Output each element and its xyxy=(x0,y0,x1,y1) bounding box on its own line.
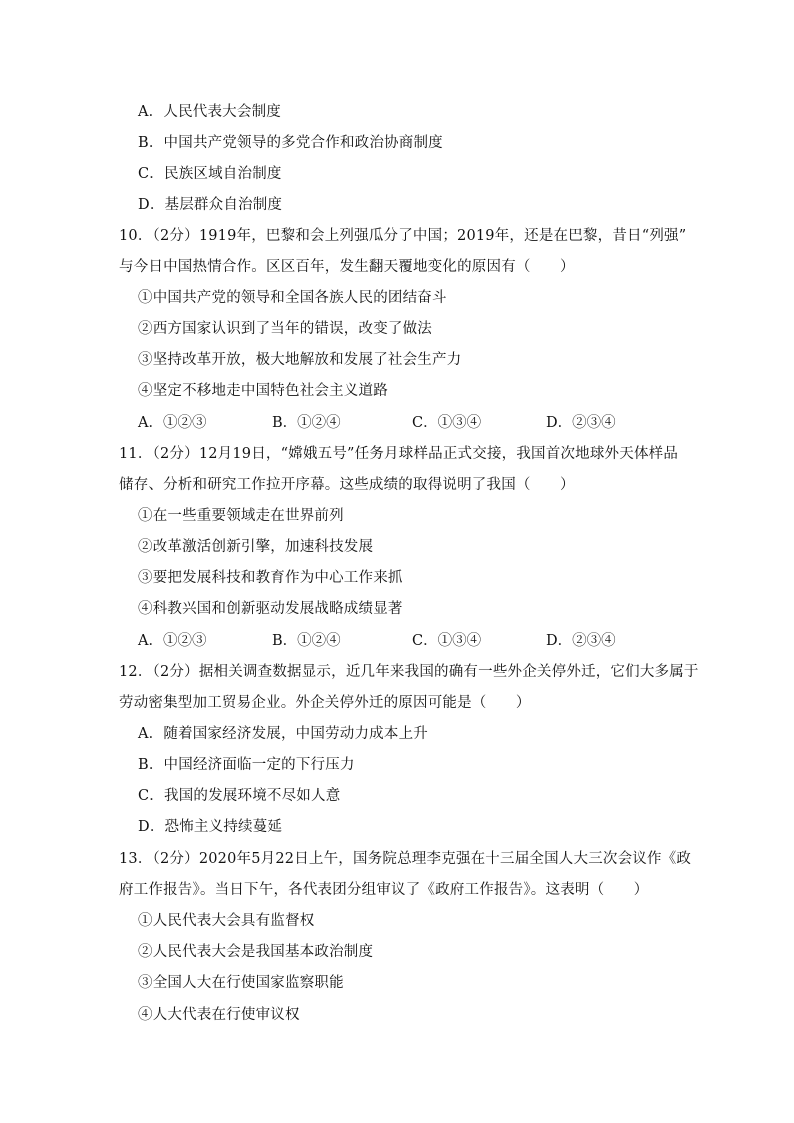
q11-option-d: D．②③④ xyxy=(546,633,616,649)
q13-stem-line-2: 府工作报告》。当日下午，各代表团分组审议了《政府工作报告》。这表明（ ） xyxy=(119,882,649,898)
q13-stem-line-1: 13．（2分）2020年5月22日上午，国务院总理李克强在十三届全国人大三次会议作《政 xyxy=(119,851,692,867)
q10-option-b: B．①②④ xyxy=(272,415,341,431)
q11-statement-1: ①在一些重要领域走在世界前列 xyxy=(138,508,344,524)
q11-stem-line-1: 11．（2分）12月19日，“嫦娥五号”任务月球样品正式交接，我国首次地球外天体样品 xyxy=(119,446,679,462)
q13-statement-3: ③全国人大在行使国家监察职能 xyxy=(138,975,344,991)
q9-option-b: B．中国共产党领导的多党合作和政治协商制度 xyxy=(138,135,443,151)
q12-option-c: C．我国的发展环境不尽如人意 xyxy=(138,788,341,804)
q13-statement-1: ①人民代表大会具有监督权 xyxy=(138,913,315,929)
q12-option-a: A．随着国家经济发展，中国劳动力成本上升 xyxy=(138,726,428,742)
q10-stem-line-2: 与今日中国热情合作。区区百年，发生翻天覆地变化的原因有（ ） xyxy=(119,259,575,275)
q10-option-d: D．②③④ xyxy=(546,415,616,431)
q11-statement-2: ②改革激活创新引擎，加速科技发展 xyxy=(138,539,374,555)
q9-option-a: A．人民代表大会制度 xyxy=(138,104,281,120)
q11-statement-3: ③要把发展科技和教育作为中心工作来抓 xyxy=(138,570,403,586)
q9-option-c: C．民族区域自治制度 xyxy=(138,166,282,182)
q13-statement-2: ②人民代表大会是我国基本政治制度 xyxy=(138,944,374,960)
q10-statement-3: ③坚持改革开放，极大地解放和发展了社会生产力 xyxy=(138,352,462,368)
q12-stem-line-1: 12．（2分）据相关调查数据显示，近几年来我国的确有一些外企关停外迁，它们大多属于 xyxy=(119,664,699,680)
q11-option-c: C．①③④ xyxy=(412,633,482,649)
q11-option-a: A．①②③ xyxy=(138,633,207,649)
q11-stem-line-2: 储存、分析和研究工作拉开序幕。这些成绩的取得说明了我国（ ） xyxy=(119,477,575,493)
q10-option-c: C．①③④ xyxy=(412,415,482,431)
q10-statement-2: ②西方国家认识到了当年的错误，改变了做法 xyxy=(138,321,432,337)
q11-statement-4: ④科教兴国和创新驱动发展战略成绩显著 xyxy=(138,601,403,617)
q10-option-a: A．①②③ xyxy=(138,415,207,431)
q9-option-d: D．基层群众自治制度 xyxy=(138,197,283,213)
q12-stem-line-2: 劳动密集型加工贸易企业。外企关停外迁的原因可能是（ ） xyxy=(119,695,531,711)
q12-option-b: B．中国经济面临一定的下行压力 xyxy=(138,757,355,773)
q13-statement-4: ④人大代表在行使审议权 xyxy=(138,1007,300,1023)
q10-statement-1: ①中国共产党的领导和全国各族人民的团结奋斗 xyxy=(138,290,447,306)
q10-statement-4: ④坚定不移地走中国特色社会主义道路 xyxy=(138,383,388,399)
q11-option-b: B．①②④ xyxy=(272,633,341,649)
q10-stem-line-1: 10．（2分）1919年，巴黎和会上列强瓜分了中国；2019年，还是在巴黎，昔日“列强” xyxy=(119,228,687,244)
q12-option-d: D．恐怖主义持续蔓延 xyxy=(138,819,283,835)
